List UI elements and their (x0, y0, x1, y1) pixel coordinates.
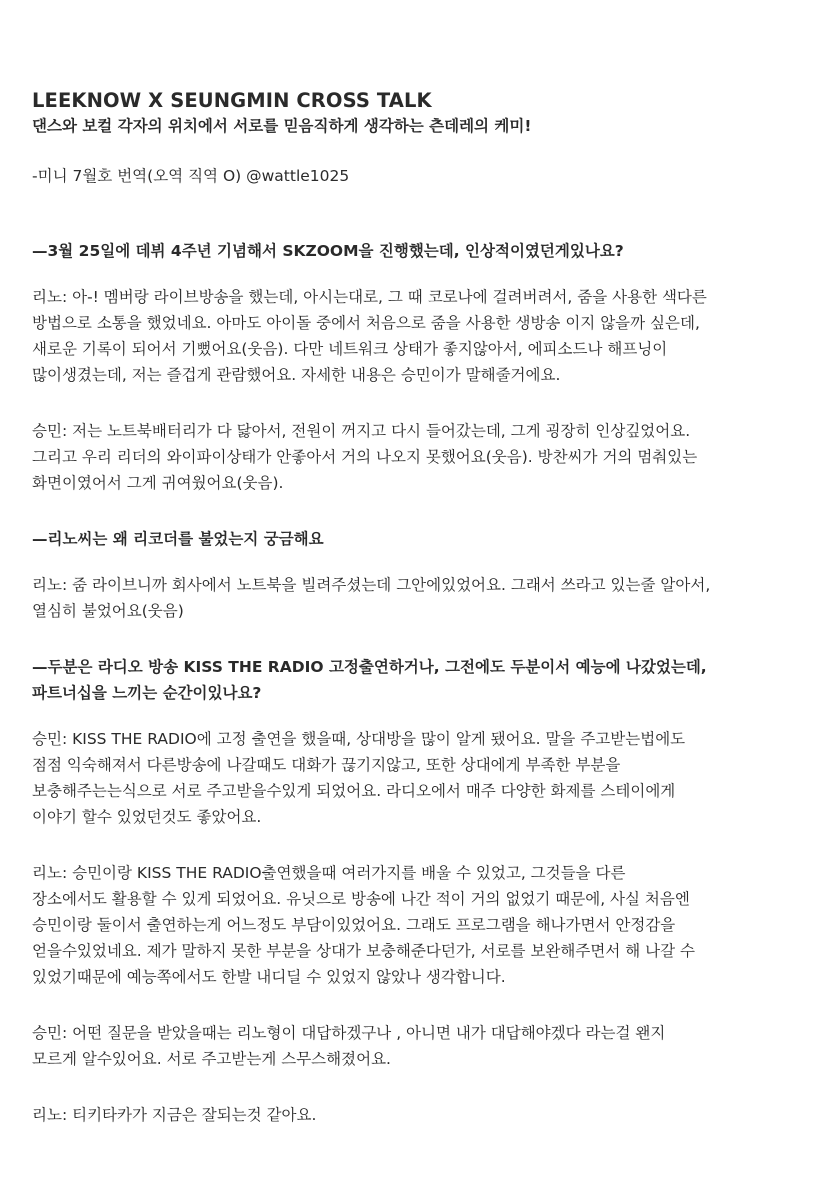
text-line: 파트너십을 느끼는 순간이있나요? (32, 684, 262, 702)
text-line: 리노: 티키타카가 지금은 잘되는것 같아요. (32, 1106, 317, 1124)
question-recorder (32, 526, 792, 552)
question-skzoom (32, 238, 792, 264)
translation-credit: -미니 7월호 번역(오역 직역 O) @wattle1025 (32, 167, 350, 185)
text-line: 승민: 저는 노트북배터리가 다 닳아서, 전원이 꺼지고 다시 들어갔는데, 그게 굉장히 인상깊었어요. (32, 422, 691, 440)
document-body (32, 88, 792, 1128)
answer-leeknow-tikitaka (32, 1102, 792, 1128)
text-line: 많이생겼는데, 저는 즐겁게 관람했어요. 자세한 내용은 승민이가 말해줄거에요. (32, 366, 561, 384)
text-line: —3월 25일에 데뷔 4주년 기념해서 SKZOOM을 진행했는데, 인상적이였던게있나요? (32, 242, 624, 260)
text-line: 화면이였어서 그게 귀여웠어요(웃음). (32, 474, 284, 492)
text-line: 그리고 우리 리더의 와이파이상태가 안좋아서 거의 나오지 못했어요(웃음). 방찬씨가 거의 멈춰있는 (32, 448, 698, 466)
text-line: 새로운 기록이 되어서 기뻤어요(웃음). 다만 네트워크 상태가 좋지않아서, 에피소드나 해프닝이 (32, 340, 668, 358)
text-line: 열심히 불었어요(웃음) (32, 602, 184, 620)
article-title: LEEKNOW X SEUNGMIN CROSS TALK (32, 89, 432, 112)
answer-leeknow-skzoom (32, 284, 792, 388)
text-line: 방법으로 소통을 했었네요. 아마도 아이돌 중에서 처음으로 줌을 사용한 생방송 이지 않을까 싶은데, (32, 314, 700, 332)
text-line: —리노씨는 왜 리코더를 불었는지 궁금해요 (32, 530, 324, 548)
text-line: 이야기 할수 있었던것도 좋았어요. (32, 808, 262, 826)
text-line: 승민: KISS THE RADIO에 고정 출연을 했을때, 상대방을 많이 알게 됐어요. 말을 주고받는법에도 (32, 730, 686, 748)
text-line: 장소에서도 활용할 수 있게 되었어요. 유닛으로 방송에 나간 적이 거의 없었기 때문에, 사실 처음엔 (32, 890, 690, 908)
text-line: 리노: 아-! 멤버랑 라이브방송을 했는데, 아시는대로, 그 때 코로나에 걸려버려서, 줌을 사용한 색다른 (32, 288, 707, 306)
text-line: 승민이랑 둘이서 출연하는게 어느정도 부담이있었어요. 그래도 프로그램을 해나가면서 안정감을 (32, 916, 676, 934)
text-line: 모르게 알수있어요. 서로 주고받는게 스무스해졌어요. (32, 1050, 391, 1068)
article-subtitle: 댄스와 보컬 각자의 위치에서 서로를 믿음직하게 생각하는 츤데레의 케미! (32, 117, 532, 135)
text-line: 리노: 줌 라이브니까 회사에서 노트북을 빌려주셨는데 그안에있었어요. 그래서 쓰라고 있는줄 알아서, (32, 576, 711, 594)
text-line: 얻을수있었네요. 제가 말하지 못한 부분을 상대가 보충해준다던가, 서로를 보완해주면서 해 나갈 수 (32, 942, 695, 960)
answer-leeknow-recorder (32, 572, 792, 624)
text-line: 리노: 승민이랑 KISS THE RADIO출연했을때 여러가지를 배울 수 있었고, 그것들을 다른 (32, 864, 626, 882)
text-line: —두분은 라디오 방송 KISS THE RADIO 고정출연하거나, 그전에도 두분이서 예능에 나갔었는데, (32, 658, 707, 676)
text-line: 보충해주는는식으로 서로 주고받을수있게 되었어요. 라디오에서 매주 다양한 화제를 스테이에게 (32, 782, 676, 800)
answer-leeknow-partnership (32, 860, 792, 990)
text-line: 승민: 어떤 질문을 받았을때는 리노형이 대답하겠구나 , 아니면 내가 대답해야겠다 라는걸 왠지 (32, 1024, 666, 1042)
question-partnership (32, 654, 792, 706)
answer-seungmin-questions (32, 1020, 792, 1072)
text-line: 있었기때문에 예능쪽에서도 한발 내디딜 수 있었지 않았나 생각합니다. (32, 968, 506, 986)
text-line: 점점 익숙해져서 다른방송에 나갈때도 대화가 끊기지않고, 또한 상대에게 부족한 부분을 (32, 756, 621, 774)
answer-seungmin-skzoom (32, 418, 792, 496)
answer-seungmin-partnership (32, 726, 792, 830)
